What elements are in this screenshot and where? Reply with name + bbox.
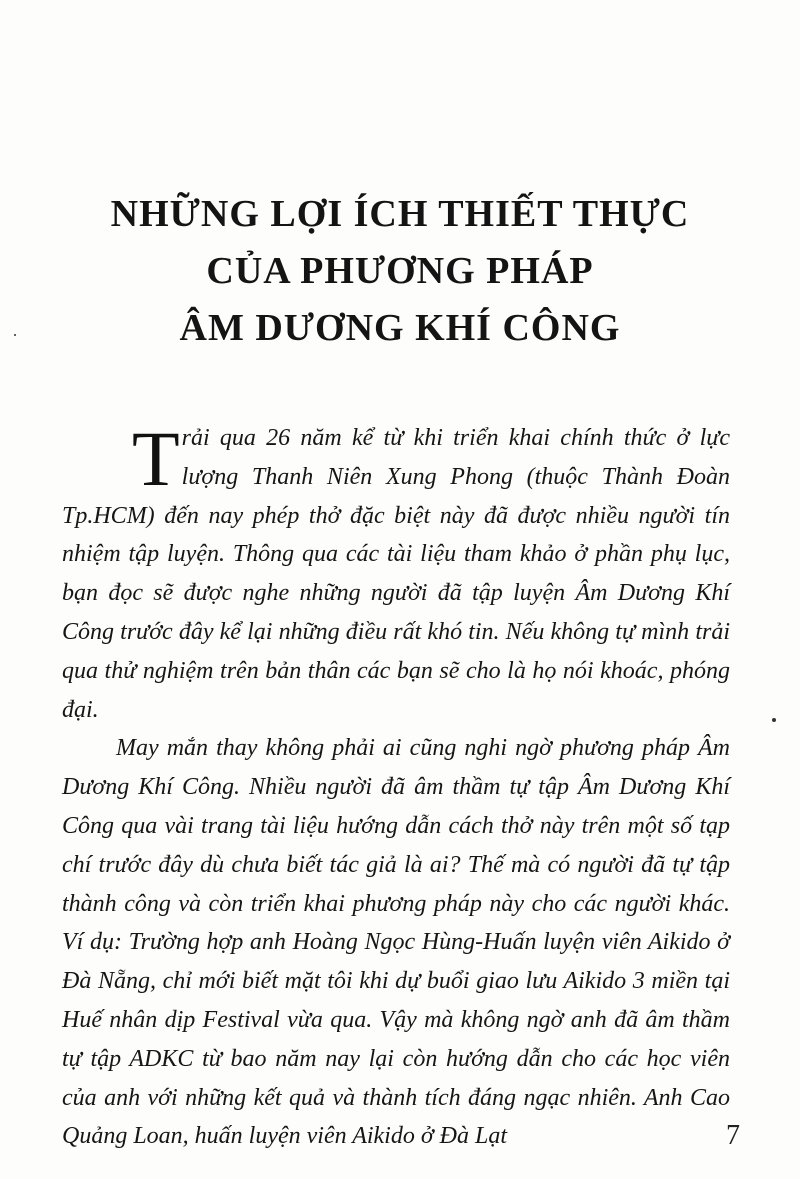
drop-cap: T [132,415,180,502]
paragraph-2 [62,729,730,1156]
paragraph-1-text: rải qua 26 năm kể từ khi triển khai chính thức ở lực lượng Thanh Niên Xung Phong (thuộc Thành Đoàn Tp.HCM) đến nay phép thở đặc biệt này đã được nhiều người tín nhiệm tập luyện. Thông qua các tài liệu tham khảo ở phần phụ lục, bạn đọc sẽ được nghe những người đã tập luyện Âm Dương Khí Công trước đây kể lại những điều rất khó tin. Nếu không tự mình trải qua thử nghiệm trên bản thân các bạn sẽ cho là họ nói khoác, phóng đại. [62,425,730,723]
print-speck-decoration [772,718,776,722]
chapter-title [40,186,760,357]
chapter-title-line-1: NHỮNG LỢI ÍCH THIẾT THỰC [110,193,690,235]
paragraph-2-text: May mắn thay không phải ai cũng nghi ngờ phương pháp Âm Dương Khí Công. Nhiều người đã âm thầm tự tập Âm Dương Khí Công qua vài trang tài liệu hướng dẫn cách thở này trên một số tạp chí trước đây dù chưa biết tác giả là ai? Thế mà có người đã tự tập thành công và còn triển khai phương pháp này cho các người khác. Ví dụ: Trường hợp anh Hoàng Ngọc Hùng-Huấn luyện viên Aikido ở Đà Nẵng, chỉ mới biết mặt tôi khi dự buổi giao lưu Aikido 3 miền tại Huế nhân dịp Festival vừa qua. Vậy mà không ngờ anh đã âm thầm tự tập ADKC từ bao năm nay lại còn hướng dẫn cho các học viên của anh với những kết quả và thành tích đáng ngạc nhiên. Anh Cao Quảng Loan, huấn luyện viên Aikido ở Đà Lạt [62,735,730,1150]
print-speck-decoration [14,334,16,336]
paragraph-1 [62,415,730,729]
chapter-title-line-2: CỦA PHƯƠNG PHÁP [206,250,594,292]
page-number: 7 [726,1120,740,1151]
body-text [62,415,730,1156]
chapter-title-line-3: ÂM DƯƠNG KHÍ CÔNG [179,307,621,349]
